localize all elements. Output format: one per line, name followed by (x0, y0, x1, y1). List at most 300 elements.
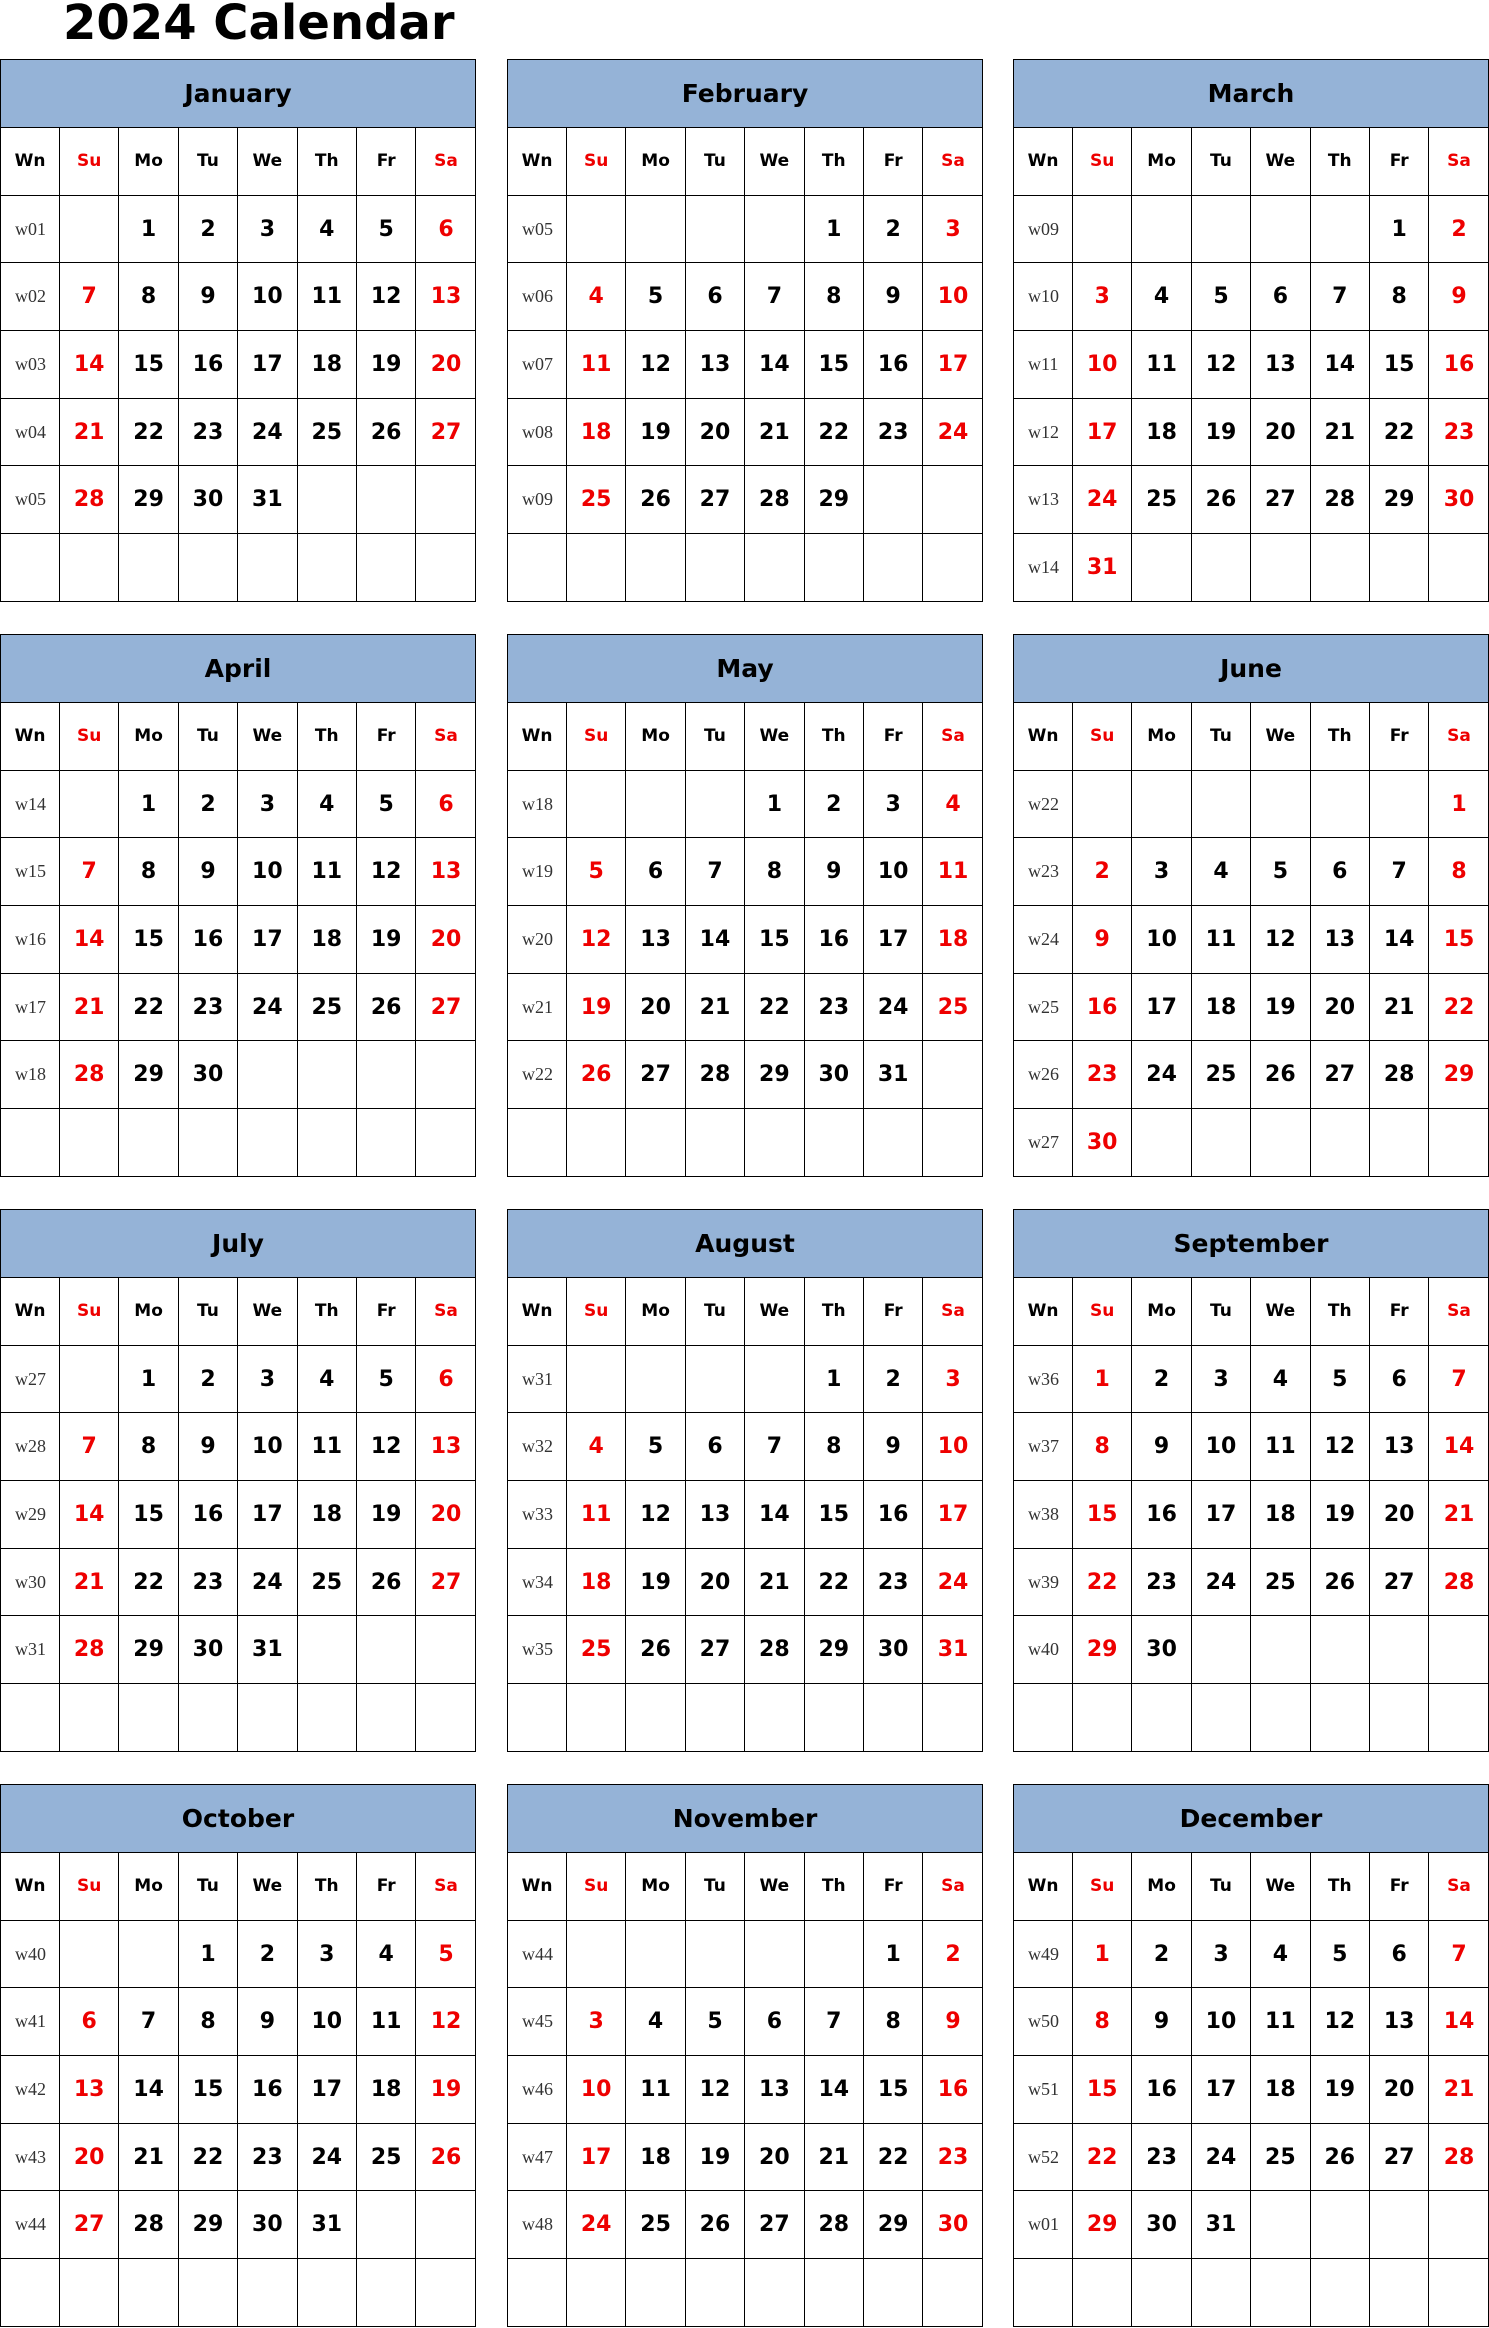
day-cell (626, 1109, 685, 1177)
day-cell (416, 2191, 475, 2259)
day-cell: 25 (923, 974, 982, 1042)
day-cell: 5 (567, 838, 626, 906)
day-cell (60, 1684, 119, 1752)
day-cell (179, 2259, 238, 2327)
day-cell: 6 (1311, 838, 1370, 906)
day-cell (357, 1041, 416, 1109)
day-cell: 11 (1192, 906, 1251, 974)
day-cell: 5 (357, 1346, 416, 1414)
day-cell: 6 (1370, 1921, 1429, 1989)
day-cell: 7 (60, 838, 119, 906)
day-cell: 13 (416, 263, 475, 331)
day-cell: 17 (864, 906, 923, 974)
day-cell (298, 1616, 357, 1684)
weekday-header: Sa (923, 1278, 982, 1346)
day-cell: 10 (238, 263, 297, 331)
weekday-header: Mo (1132, 703, 1191, 771)
day-cell: 12 (357, 1413, 416, 1481)
weekday-header: Sa (416, 703, 475, 771)
month-october (0, 1784, 476, 2327)
day-cell (238, 1109, 297, 1177)
day-cell: 5 (357, 196, 416, 264)
day-cell (1429, 1616, 1488, 1684)
day-cell: 19 (1192, 399, 1251, 467)
day-cell (686, 1346, 745, 1414)
week-number: w52 (1014, 2124, 1073, 2192)
day-cell: 11 (567, 331, 626, 399)
day-cell: 7 (805, 1988, 864, 2056)
day-cell: 20 (745, 2124, 804, 2192)
day-cell: 15 (805, 331, 864, 399)
day-cell (745, 196, 804, 264)
day-cell: 24 (1073, 466, 1132, 534)
week-number: w32 (508, 1413, 567, 1481)
day-cell: 10 (1192, 1413, 1251, 1481)
weekday-header: Tu (686, 1853, 745, 1921)
month-name: June (1014, 635, 1488, 703)
day-cell: 28 (686, 1041, 745, 1109)
day-cell: 19 (626, 1549, 685, 1617)
weekday-header: Tu (179, 128, 238, 196)
day-cell (357, 1684, 416, 1752)
weekday-header: We (745, 1278, 804, 1346)
day-cell: 26 (1311, 1549, 1370, 1617)
day-cell: 11 (1251, 1413, 1310, 1481)
day-cell: 17 (567, 2124, 626, 2192)
month-january (0, 59, 476, 602)
day-cell: 24 (864, 974, 923, 1042)
day-cell: 21 (805, 2124, 864, 2192)
day-cell: 11 (923, 838, 982, 906)
weekday-header: Tu (1192, 1853, 1251, 1921)
day-cell: 21 (60, 974, 119, 1042)
day-cell: 11 (357, 1988, 416, 2056)
day-cell: 10 (238, 1413, 297, 1481)
day-cell: 9 (1073, 906, 1132, 974)
day-cell (745, 534, 804, 602)
day-cell: 16 (179, 331, 238, 399)
day-cell: 29 (864, 2191, 923, 2259)
day-cell: 29 (745, 1041, 804, 1109)
day-cell (119, 1109, 178, 1177)
day-cell: 3 (1192, 1921, 1251, 1989)
day-cell (923, 1684, 982, 1752)
weekday-header: Th (1311, 703, 1370, 771)
day-cell (1192, 534, 1251, 602)
day-cell: 6 (686, 263, 745, 331)
week-number: w17 (1, 974, 60, 1042)
day-cell: 12 (1311, 1413, 1370, 1481)
month-august (507, 1209, 983, 1752)
weekday-header: We (238, 703, 297, 771)
month-may (507, 634, 983, 1177)
weekday-header: We (1251, 703, 1310, 771)
week-number: w45 (508, 1988, 567, 2056)
day-cell (357, 1616, 416, 1684)
weekday-header: Sa (923, 128, 982, 196)
weekday-header: Tu (1192, 703, 1251, 771)
day-cell: 15 (864, 2056, 923, 2124)
week-number: w16 (1, 906, 60, 974)
weekday-header: Su (1073, 1853, 1132, 1921)
day-cell (1311, 771, 1370, 839)
day-cell (1311, 2259, 1370, 2327)
month-day-grid (1014, 1278, 1488, 1752)
day-cell: 5 (626, 263, 685, 331)
day-cell: 7 (745, 263, 804, 331)
day-cell: 16 (864, 1481, 923, 1549)
week-number: w10 (1014, 263, 1073, 331)
day-cell (179, 1109, 238, 1177)
day-cell: 28 (60, 466, 119, 534)
month-april (0, 634, 476, 1177)
day-cell (1311, 1109, 1370, 1177)
day-cell: 27 (1370, 1549, 1429, 1617)
day-cell: 10 (238, 838, 297, 906)
month-day-grid (1014, 703, 1488, 1177)
weekday-header: Th (1311, 1278, 1370, 1346)
weekday-header: Sa (923, 1853, 982, 1921)
day-cell: 3 (567, 1988, 626, 2056)
day-cell (1370, 1616, 1429, 1684)
day-cell (1073, 771, 1132, 839)
day-cell: 24 (1132, 1041, 1191, 1109)
week-number: w09 (1014, 196, 1073, 264)
day-cell (60, 1346, 119, 1414)
day-cell (1251, 196, 1310, 264)
day-cell (1311, 534, 1370, 602)
day-cell: 28 (60, 1041, 119, 1109)
day-cell: 12 (626, 1481, 685, 1549)
day-cell: 28 (1429, 1549, 1488, 1617)
day-cell: 18 (1251, 2056, 1310, 2124)
day-cell: 8 (1073, 1988, 1132, 2056)
day-cell (1251, 2259, 1310, 2327)
day-cell: 20 (686, 399, 745, 467)
day-cell: 16 (805, 906, 864, 974)
month-day-grid (508, 128, 982, 602)
week-number: w14 (1014, 534, 1073, 602)
day-cell (686, 1684, 745, 1752)
month-day-grid (1, 1278, 475, 1752)
day-cell: 20 (1251, 399, 1310, 467)
weekday-header: Fr (357, 128, 416, 196)
day-cell (179, 534, 238, 602)
day-cell (357, 534, 416, 602)
day-cell (298, 2259, 357, 2327)
day-cell: 10 (864, 838, 923, 906)
day-cell: 18 (1251, 1481, 1310, 1549)
day-cell: 11 (298, 1413, 357, 1481)
day-cell (416, 1041, 475, 1109)
day-cell: 14 (60, 331, 119, 399)
day-cell: 8 (119, 263, 178, 331)
weekday-header: We (745, 703, 804, 771)
day-cell (1429, 2259, 1488, 2327)
day-cell: 10 (1192, 1988, 1251, 2056)
day-cell: 28 (60, 1616, 119, 1684)
week-number: w51 (1014, 2056, 1073, 2124)
day-cell: 8 (745, 838, 804, 906)
week-number-header: Wn (508, 128, 567, 196)
day-cell: 6 (416, 771, 475, 839)
day-cell (805, 1109, 864, 1177)
day-cell: 4 (298, 1346, 357, 1414)
day-cell: 15 (805, 1481, 864, 1549)
day-cell (567, 1346, 626, 1414)
day-cell: 14 (1429, 1988, 1488, 2056)
week-number: w12 (1014, 399, 1073, 467)
day-cell: 24 (923, 399, 982, 467)
week-number: w29 (1, 1481, 60, 1549)
week-number: w15 (1, 838, 60, 906)
day-cell: 16 (1132, 2056, 1191, 2124)
day-cell (416, 1616, 475, 1684)
day-cell (298, 1109, 357, 1177)
day-cell: 30 (864, 1616, 923, 1684)
weekday-header: Su (60, 128, 119, 196)
day-cell: 2 (864, 1346, 923, 1414)
day-cell: 4 (567, 263, 626, 331)
day-cell: 22 (805, 399, 864, 467)
weekday-header: Fr (864, 1278, 923, 1346)
day-cell: 11 (1132, 331, 1191, 399)
day-cell: 24 (923, 1549, 982, 1617)
day-cell: 14 (1311, 331, 1370, 399)
day-cell: 2 (805, 771, 864, 839)
day-cell (60, 2259, 119, 2327)
day-cell (416, 1684, 475, 1752)
day-cell (1192, 1109, 1251, 1177)
day-cell: 29 (119, 1041, 178, 1109)
week-number: w31 (508, 1346, 567, 1414)
day-cell: 4 (1251, 1346, 1310, 1414)
weekday-header: Fr (864, 1853, 923, 1921)
week-number: w05 (1, 466, 60, 534)
day-cell: 23 (1073, 1041, 1132, 1109)
day-cell: 24 (298, 2124, 357, 2192)
day-cell: 23 (805, 974, 864, 1042)
day-cell: 23 (179, 974, 238, 1042)
day-cell: 30 (179, 1616, 238, 1684)
day-cell: 11 (1251, 1988, 1310, 2056)
day-cell: 12 (567, 906, 626, 974)
day-cell: 13 (745, 2056, 804, 2124)
weekday-header: Sa (1429, 128, 1488, 196)
day-cell: 19 (626, 399, 685, 467)
weekday-header: Mo (1132, 128, 1191, 196)
day-cell: 30 (1132, 2191, 1191, 2259)
day-cell (1251, 1616, 1310, 1684)
day-cell (686, 2259, 745, 2327)
weekday-header: Sa (1429, 1278, 1488, 1346)
day-cell: 26 (567, 1041, 626, 1109)
day-cell (179, 1684, 238, 1752)
day-cell: 19 (357, 906, 416, 974)
day-cell: 13 (626, 906, 685, 974)
weekday-header: Th (1311, 1853, 1370, 1921)
weekday-header: Su (60, 1853, 119, 1921)
day-cell: 19 (1311, 1481, 1370, 1549)
weekday-header: Fr (357, 1278, 416, 1346)
month-december (1013, 1784, 1489, 2327)
day-cell: 27 (1311, 1041, 1370, 1109)
day-cell (1251, 1109, 1310, 1177)
day-cell: 4 (1132, 263, 1191, 331)
month-day-grid (1, 703, 475, 1177)
day-cell: 26 (357, 974, 416, 1042)
day-cell: 19 (1251, 974, 1310, 1042)
week-number: w44 (508, 1921, 567, 1989)
week-number: w48 (508, 2191, 567, 2259)
day-cell: 1 (119, 196, 178, 264)
week-number: w49 (1014, 1921, 1073, 1989)
weekday-header: Mo (1132, 1853, 1191, 1921)
day-cell: 27 (416, 399, 475, 467)
day-cell (298, 534, 357, 602)
day-cell (119, 534, 178, 602)
day-cell: 25 (1132, 466, 1191, 534)
weekday-header: We (238, 1853, 297, 1921)
day-cell: 13 (1370, 1413, 1429, 1481)
month-july (0, 1209, 476, 1752)
weekday-header: Th (805, 1853, 864, 1921)
day-cell: 25 (357, 2124, 416, 2192)
day-cell: 7 (60, 1413, 119, 1481)
day-cell (1073, 1684, 1132, 1752)
day-cell (745, 2259, 804, 2327)
day-cell: 11 (298, 838, 357, 906)
day-cell: 20 (416, 1481, 475, 1549)
day-cell: 22 (119, 399, 178, 467)
day-cell: 18 (626, 2124, 685, 2192)
weekday-header: Tu (686, 1278, 745, 1346)
week-number: w44 (1, 2191, 60, 2259)
day-cell: 9 (1429, 263, 1488, 331)
day-cell: 11 (567, 1481, 626, 1549)
day-cell: 15 (119, 331, 178, 399)
day-cell (923, 1109, 982, 1177)
day-cell: 16 (238, 2056, 297, 2124)
day-cell (1251, 534, 1310, 602)
day-cell (923, 466, 982, 534)
month-name: July (1, 1210, 475, 1278)
weekday-header: Sa (1429, 1853, 1488, 1921)
day-cell: 21 (1311, 399, 1370, 467)
day-cell: 1 (805, 1346, 864, 1414)
day-cell: 18 (567, 399, 626, 467)
day-cell: 22 (1370, 399, 1429, 467)
weekday-header: Su (1073, 703, 1132, 771)
day-cell: 27 (686, 466, 745, 534)
day-cell: 12 (626, 331, 685, 399)
day-cell: 2 (923, 1921, 982, 1989)
day-cell (1251, 771, 1310, 839)
day-cell: 22 (745, 974, 804, 1042)
day-cell: 30 (179, 466, 238, 534)
weekday-header: Tu (179, 1278, 238, 1346)
week-number: w37 (1014, 1413, 1073, 1481)
day-cell: 12 (357, 263, 416, 331)
week-number-header: Wn (1, 703, 60, 771)
day-cell (1132, 2259, 1191, 2327)
day-cell: 4 (298, 196, 357, 264)
day-cell: 13 (416, 1413, 475, 1481)
day-cell: 13 (686, 1481, 745, 1549)
day-cell (923, 2259, 982, 2327)
week-number: w06 (508, 263, 567, 331)
day-cell: 21 (119, 2124, 178, 2192)
month-name: December (1014, 1785, 1488, 1853)
day-cell: 21 (1370, 974, 1429, 1042)
day-cell (745, 1921, 804, 1989)
weekday-header: Mo (119, 1853, 178, 1921)
day-cell (686, 196, 745, 264)
day-cell (357, 466, 416, 534)
day-cell: 27 (1251, 466, 1310, 534)
day-cell: 27 (416, 974, 475, 1042)
day-cell (626, 534, 685, 602)
weekday-header: Fr (864, 703, 923, 771)
day-cell: 28 (119, 2191, 178, 2259)
day-cell: 25 (298, 399, 357, 467)
day-cell: 5 (686, 1988, 745, 2056)
month-november (507, 1784, 983, 2327)
day-cell: 16 (1429, 331, 1488, 399)
day-cell: 12 (1311, 1988, 1370, 2056)
month-name: August (508, 1210, 982, 1278)
week-number: w09 (508, 466, 567, 534)
day-cell (119, 2259, 178, 2327)
week-number: w22 (1014, 771, 1073, 839)
day-cell (1429, 534, 1488, 602)
day-cell: 1 (119, 1346, 178, 1414)
week-number-header: Wn (1014, 1278, 1073, 1346)
day-cell: 14 (686, 906, 745, 974)
day-cell (1192, 1616, 1251, 1684)
day-cell: 5 (1311, 1921, 1370, 1989)
day-cell: 7 (1429, 1346, 1488, 1414)
day-cell: 18 (923, 906, 982, 974)
day-cell: 26 (357, 399, 416, 467)
week-number: w27 (1014, 1109, 1073, 1177)
day-cell (864, 1684, 923, 1752)
day-cell: 27 (626, 1041, 685, 1109)
day-cell: 16 (179, 906, 238, 974)
day-cell (805, 534, 864, 602)
day-cell: 17 (1192, 2056, 1251, 2124)
day-cell: 6 (1251, 263, 1310, 331)
day-cell: 1 (1073, 1921, 1132, 1989)
weekday-header: Tu (686, 128, 745, 196)
day-cell: 3 (238, 771, 297, 839)
week-number: w33 (508, 1481, 567, 1549)
day-cell: 21 (1429, 1481, 1488, 1549)
day-cell (60, 1109, 119, 1177)
day-cell (1311, 1616, 1370, 1684)
day-cell (626, 1921, 685, 1989)
day-cell: 3 (238, 1346, 297, 1414)
weekday-header: Su (1073, 1278, 1132, 1346)
week-number: w40 (1, 1921, 60, 1989)
day-cell (60, 534, 119, 602)
day-cell: 18 (298, 1481, 357, 1549)
day-cell: 22 (1073, 2124, 1132, 2192)
weekday-header: Tu (1192, 128, 1251, 196)
day-cell: 6 (416, 1346, 475, 1414)
week-number: w27 (1, 1346, 60, 1414)
day-cell: 1 (179, 1921, 238, 1989)
